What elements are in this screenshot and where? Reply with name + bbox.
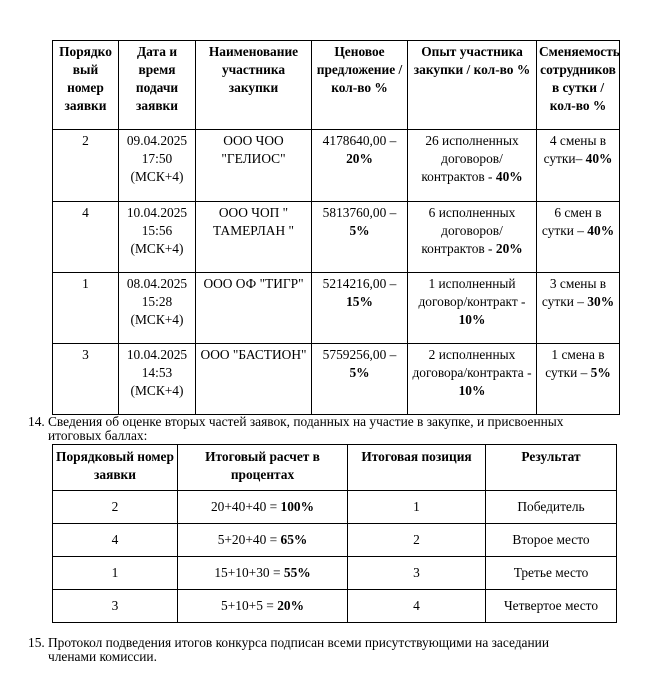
paragraph-number: 15. (28, 635, 45, 650)
cell-price-text: 4178640,00 – (322, 133, 397, 148)
col-header-experience: Опыт участника закупки / кол-во % (408, 41, 537, 130)
cell-calc-expression: 5+10+5 = (221, 598, 274, 613)
table-row (53, 557, 617, 590)
table-header-row (53, 445, 617, 491)
cell-date (119, 344, 196, 415)
cell-shift (537, 130, 620, 202)
cell-shift (537, 273, 620, 344)
cell-calc (178, 524, 348, 557)
cell-time: 15:28 (141, 294, 173, 309)
cell-number: 3 (53, 344, 119, 415)
cell-calc-expression: 5+20+40 = (217, 532, 278, 547)
cell-exp-percent: 10% (458, 312, 486, 327)
cell-result: Второе место (486, 524, 617, 557)
cell-date: 09.04.2025 (126, 133, 188, 148)
cell-calc-expression: 20+40+40 = (210, 499, 278, 514)
paragraph-14 (28, 415, 628, 443)
cell-date: 10.04.2025 (126, 347, 188, 362)
cell-price-percent: 15% (346, 294, 373, 309)
cell-number: 1 (53, 557, 178, 590)
cell-exp (408, 202, 537, 273)
cell-date (119, 130, 196, 202)
cell-time: 14:53 (141, 365, 173, 380)
cell-price-percent: 20% (346, 151, 373, 166)
cell-calc-total: 65% (280, 532, 308, 547)
cell-calc (178, 491, 348, 524)
table-row (53, 590, 617, 623)
cell-calc (178, 590, 348, 623)
col-header-date: Дата и время подачи заявки (119, 41, 196, 130)
cell-price-text: 5759256,00 – (322, 347, 397, 362)
cell-number: 2 (53, 491, 178, 524)
cell-price (312, 344, 408, 415)
cell-exp-text: 1 исполненный договор/контракт - (418, 276, 526, 309)
col-header-position: Итоговая позиция (348, 445, 486, 491)
col-header-price: Ценовое предложение / кол-во % (312, 41, 408, 130)
col-header-calc: Итоговый расчет в процентах (178, 445, 348, 491)
cell-tz: (МСК+4) (130, 383, 184, 398)
paragraph-number: 14. (28, 414, 45, 429)
cell-shift-percent: 40% (585, 151, 613, 166)
cell-date: 10.04.2025 (126, 205, 188, 220)
cell-time: 15:56 (141, 223, 173, 238)
cell-price-percent: 5% (349, 223, 370, 238)
cell-exp-text: 2 исполненных договора/контракта - (412, 347, 532, 380)
cell-shift (537, 202, 620, 273)
cell-position: 2 (348, 524, 486, 557)
cell-name: ООО "БАСТИОН" (196, 344, 312, 415)
cell-name: ООО ЧОП " ТАМЕРЛАН " (196, 202, 312, 273)
cell-date (119, 202, 196, 273)
cell-number: 4 (53, 524, 178, 557)
cell-position: 3 (348, 557, 486, 590)
col-header-name: Наименование участника закупки (196, 41, 312, 130)
cell-price (312, 273, 408, 344)
cell-exp (408, 344, 537, 415)
cell-result: Победитель (486, 491, 617, 524)
cell-calc-total: 100% (280, 499, 315, 514)
cell-exp-text: 26 исполненных договоров/контрактов - (421, 133, 519, 184)
cell-result: Четвертое место (486, 590, 617, 623)
col-header-shifts: Сменяемость сотрудников в сутки / кол-во % (537, 41, 620, 130)
cell-shift-text: 3 смены в сутки – (541, 276, 607, 309)
cell-exp (408, 130, 537, 202)
cell-time: 17:50 (141, 151, 173, 166)
paragraph-15 (28, 636, 628, 664)
cell-price (312, 202, 408, 273)
cell-date (119, 273, 196, 344)
cell-shift-text: 1 смена в сутки – (545, 347, 605, 380)
cell-number: 1 (53, 273, 119, 344)
cell-calc-expression: 15+10+30 = (214, 565, 281, 580)
cell-position: 1 (348, 491, 486, 524)
cell-name: ООО ОФ "ТИГР" (196, 273, 312, 344)
table-row (53, 524, 617, 557)
cell-number: 3 (53, 590, 178, 623)
cell-shift-text: 4 смены в сутки– (543, 133, 607, 166)
cell-shift (537, 344, 620, 415)
cell-shift-percent: 40% (587, 223, 615, 238)
cell-exp-percent: 20% (495, 241, 523, 256)
col-header-result: Результат (486, 445, 617, 491)
table-header-row (53, 41, 620, 130)
cell-shift-percent: 5% (590, 365, 611, 380)
cell-date: 08.04.2025 (126, 276, 188, 291)
table-row (53, 273, 620, 344)
paragraph-text-line2: итоговых баллах: (48, 428, 148, 443)
cell-shift-text: 6 смен в сутки – (541, 205, 602, 238)
table-row (53, 491, 617, 524)
col-header-number: Порядко вый номер заявки (53, 41, 119, 130)
cell-calc-total: 55% (283, 565, 311, 580)
paragraph-text-line2: членами комиссии. (48, 649, 157, 664)
cell-result: Третье место (486, 557, 617, 590)
cell-tz: (МСК+4) (130, 312, 184, 327)
cell-exp-percent: 40% (495, 169, 523, 184)
cell-calc (178, 557, 348, 590)
cell-name: ООО ЧОО "ГЕЛИОС" (196, 130, 312, 202)
paragraph-text-line1: Протокол подведения итогов конкурса подписан всеми присутствующими на заседании (48, 635, 549, 650)
paragraph-text-line1: Сведения об оценке вторых частей заявок, поданных на участие в закупке, и присвоенных (48, 414, 564, 429)
table-row (53, 130, 620, 202)
results-table (52, 444, 617, 623)
cell-calc-total: 20% (277, 598, 304, 613)
cell-price-text: 5214216,00 – (322, 276, 397, 291)
cell-exp-percent: 10% (458, 383, 486, 398)
cell-shift-percent: 30% (587, 294, 615, 309)
cell-number: 2 (53, 130, 119, 202)
cell-price-percent: 5% (349, 365, 370, 380)
cell-exp (408, 273, 537, 344)
cell-number: 4 (53, 202, 119, 273)
table-row (53, 202, 620, 273)
evaluation-table (52, 40, 620, 415)
cell-price-text: 5813760,00 – (322, 205, 397, 220)
cell-tz: (МСК+4) (130, 169, 184, 184)
table-row (53, 344, 620, 415)
col-header-number: Порядковый номер заявки (53, 445, 178, 491)
cell-price (312, 130, 408, 202)
cell-exp-text: 6 исполненных договоров/контрактов - (421, 205, 516, 256)
cell-position: 4 (348, 590, 486, 623)
cell-tz: (МСК+4) (130, 241, 184, 256)
